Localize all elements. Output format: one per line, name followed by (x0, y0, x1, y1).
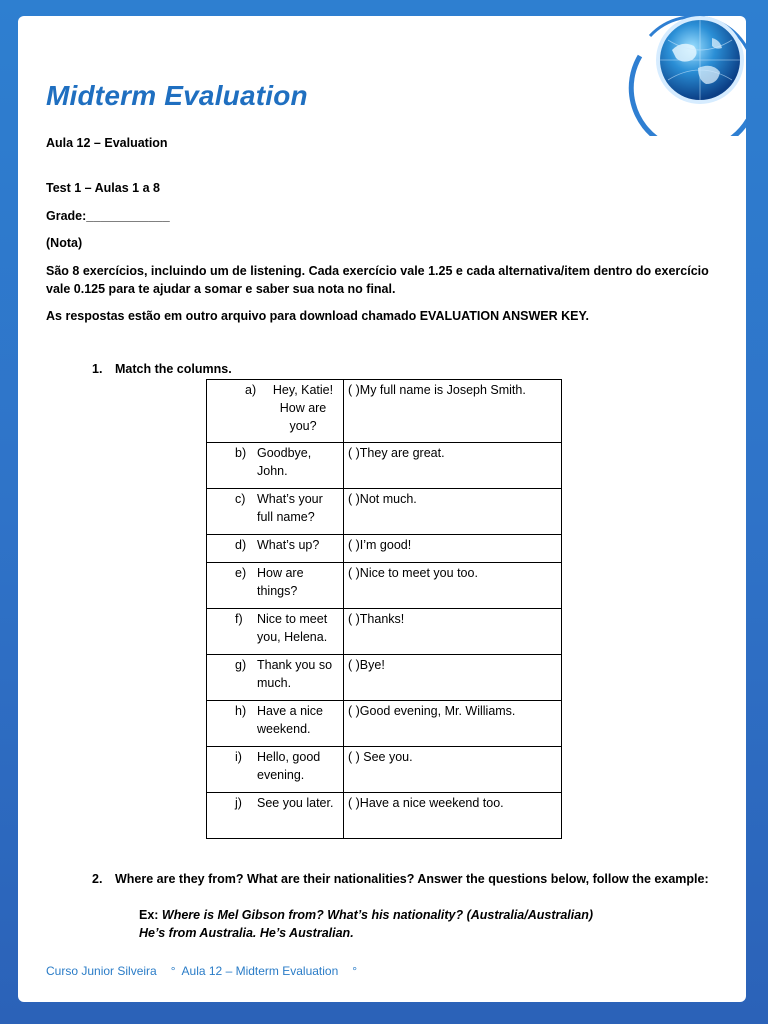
left-phrase: How are things? (257, 566, 304, 598)
row-letter: b) (235, 446, 247, 460)
grade-line: Grade:____________ (46, 209, 170, 223)
example-answer: He’s from Australia. He’s Australian. (139, 926, 354, 940)
right-phrase: ( ) See you. (348, 750, 413, 764)
question-number: 2. (92, 872, 103, 886)
table-row (207, 489, 562, 535)
right-phrase: ( )They are great. (348, 446, 445, 460)
left-phrase: What’s your full name? (257, 492, 323, 524)
question-1 (92, 362, 232, 376)
row-letter: d) (235, 538, 247, 552)
document-page (18, 16, 746, 1002)
right-phrase: ( )Nice to meet you too. (348, 566, 478, 580)
match-table (206, 379, 562, 839)
right-phrase: ( )Bye! (348, 658, 385, 672)
globe-logo-icon (628, 16, 746, 136)
table-row (207, 380, 562, 443)
row-letter: h) (235, 704, 247, 718)
right-phrase: ( )Not much. (348, 492, 417, 506)
nota-line: (Nota) (46, 236, 83, 250)
instructions-paragraph: São 8 exercícios, incluindo um de listening. Cada exercício vale 1.25 e cada alternativa/item dentro do exercício vale 0.125 para te ajudar a somar e saber sua nota no final. (46, 264, 709, 296)
left-phrase: Hello, good evening. (257, 750, 321, 782)
answers-note: As respostas estão em outro arquivo para download chamado EVALUATION ANSWER KEY. (46, 309, 589, 323)
example-block (139, 906, 593, 942)
example-prefix: Ex: (139, 908, 159, 922)
question-text: Match the columns. (115, 362, 232, 376)
left-phrase: See you later. (257, 796, 334, 810)
left-phrase: What’s up? (257, 538, 320, 552)
question-number: 1. (92, 362, 103, 376)
row-letter: c) (235, 492, 246, 506)
row-letter: a) (245, 383, 257, 397)
left-phrase: Nice to meet you, Helena. (257, 612, 328, 644)
table-row (207, 443, 562, 489)
row-letter: f) (235, 612, 243, 626)
right-phrase: ( )Have a nice weekend too. (348, 796, 504, 810)
table-row (207, 609, 562, 655)
right-phrase: ( )My full name is Joseph Smith. (348, 383, 526, 397)
row-letter: j) (235, 796, 242, 810)
left-phrase: Goodbye, John. (257, 446, 312, 478)
table-row (207, 793, 562, 839)
right-phrase: ( )I’m good! (348, 538, 412, 552)
footer-bullet-end: ° (352, 964, 358, 978)
row-letter: e) (235, 566, 247, 580)
right-phrase: ( )Thanks! (348, 612, 405, 626)
footer-bullet: ° (170, 964, 176, 978)
row-letter: g) (235, 658, 247, 672)
footer-lesson: Aula 12 – Midterm Evaluation (181, 964, 339, 978)
row-letter: i) (235, 750, 242, 764)
table-row (207, 701, 562, 747)
left-phrase: Have a nice weekend. (257, 704, 324, 736)
table-row (207, 747, 562, 793)
example-question: Where is Mel Gibson from? What’s his nationality? (Australia/Australian) (158, 908, 594, 922)
lesson-subtitle: Aula 12 – Evaluation (46, 136, 168, 150)
table-row (207, 563, 562, 609)
test-line: Test 1 – Aulas 1 a 8 (46, 181, 160, 195)
left-phrase: Hey, Katie! How are you? (272, 383, 334, 433)
left-phrase: Thank you so much. (257, 658, 333, 690)
right-phrase: ( )Good evening, Mr. Williams. (348, 704, 516, 718)
page-footer (46, 964, 363, 978)
question-text: Where are they from? What are their nationalities? Answer the questions below, follow the example: (115, 872, 709, 886)
table-row (207, 655, 562, 701)
footer-course: Curso Junior Silveira (46, 964, 157, 978)
page-title: Midterm Evaluation (46, 80, 308, 111)
table-row (207, 535, 562, 563)
question-2 (92, 872, 709, 886)
